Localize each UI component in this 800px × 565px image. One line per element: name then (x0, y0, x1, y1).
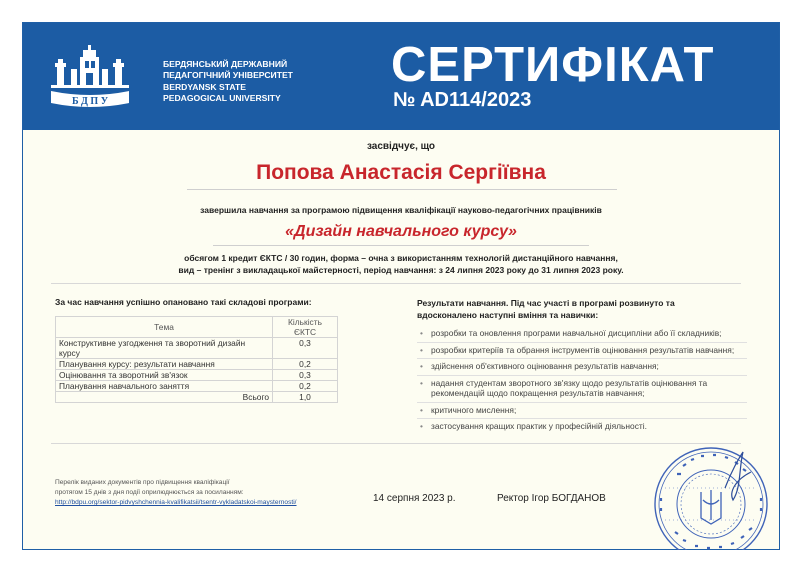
results-heading-line2: вдосконалено наступні вміння та навички: (417, 310, 599, 320)
university-logo (47, 45, 133, 111)
certificate-title: СЕРТИФІКАТ (391, 38, 715, 92)
university-name-ua-line2: ПЕДАГОГІЧНИЙ УНІВЕРСИТЕТ (163, 70, 293, 81)
table-row (56, 370, 338, 381)
university-name-en-line1: BERDYANSK STATE (163, 81, 246, 92)
topic-cell: Планування курсу: результати навчання (56, 359, 273, 370)
publication-note-line2: протягом 15 днів з дня події оприлюднюється за посиланням: (55, 489, 244, 496)
programs-table (55, 316, 338, 403)
column-credits-header-line1: Кількість (288, 317, 322, 327)
total-value: 1,0 (273, 392, 338, 403)
results-heading-line1: Результати навчання. Під час участі в програмі розвинуто та (417, 298, 675, 308)
course-underline (213, 245, 589, 246)
list-item: • критичного мислення; (417, 405, 747, 420)
list-item: • застосування кращих практик у професійній діяльності. (417, 421, 747, 435)
topic-cell: Оцінювання та зворотний зв'язок (56, 370, 273, 381)
list-item: • розробки та оновлення програми навчальної дисципліни або її складників; (417, 328, 747, 343)
programs-table-header (56, 317, 338, 338)
results-list (417, 328, 747, 437)
list-item: • розробки критеріїв та обрання інструментів оцінювання результатів навчання; (417, 345, 747, 360)
course-title: «Дизайн навчального курсу» (285, 223, 517, 240)
column-credits-header-line2: ЄКТС (293, 327, 317, 337)
topic-cell-line2: курсу (59, 348, 80, 358)
issue-date: 14 серпня 2023 р. (373, 493, 456, 504)
university-name-en-line2: PEDAGOGICAL UNIVERSITY (163, 92, 281, 103)
recipient-name: Попова Анастасія Сергіївна (256, 161, 546, 184)
footer-divider (51, 443, 741, 444)
credits-cell: 0,2 (273, 381, 338, 392)
certificate-number: № AD114/2023 (393, 89, 532, 111)
list-item: • надання студентам зворотного зв'язку щодо результатів оцінювання та рекомендацій щодо покращення результатів навчання; (417, 378, 747, 403)
logo-letters: Б Д П У (71, 96, 109, 107)
results-heading (417, 297, 757, 321)
table-total-row (56, 392, 338, 403)
credits-cell: 0,3 (273, 370, 338, 381)
total-label: Всього (56, 392, 273, 403)
topic-cell (56, 338, 273, 359)
section-divider (51, 283, 741, 284)
certificate-frame (22, 22, 780, 550)
official-seal (643, 428, 781, 550)
course-details-line1: обсягом 1 кредит ЄКТС / 30 годин, форма – очна з використанням технологій дистанційного навчання, (184, 253, 618, 263)
university-name-ua-line1: БЕРДЯНСЬКИЙ ДЕРЖАВНИЙ (163, 59, 288, 69)
university-name (163, 59, 293, 104)
column-credits-header (273, 317, 338, 338)
publication-note-line1: Перелік виданих документів про підвищення кваліфікації (55, 479, 230, 486)
publication-note (55, 478, 297, 508)
table-row (56, 381, 338, 392)
topic-cell: Планування навчального заняття (56, 381, 273, 392)
publication-link[interactable]: http://bdpu.org/sektor-pidvyshchennia-kvalifikatsii/tsentr-vykladatskoi-maysternosti/ (55, 499, 297, 506)
column-topic-header: Тема (56, 317, 273, 338)
course-details-line2: вид – тренінг з викладацької майстерності, період навчання: з 24 липня 2023 року до 31 липня 2023 року. (178, 265, 624, 275)
completed-text: завершила навчання за програмою підвищення кваліфікації науково-педагогічних працівників (200, 205, 602, 215)
credits-cell: 0,2 (273, 359, 338, 370)
topic-cell-line1: Конструктивне узгодження та зворотний дизайн (59, 338, 246, 348)
programs-heading: За час навчання успішно опановано такі складові програми: (55, 297, 312, 307)
course-details (23, 252, 779, 276)
list-item: • здійснення об'єктивного оцінювання результатів навчання; (417, 361, 747, 376)
table-row (56, 338, 338, 359)
name-underline (187, 189, 617, 190)
table-row (56, 359, 338, 370)
rector-signature-label: Ректор Ігор БОГДАНОВ (497, 493, 606, 504)
certifies-text: засвідчує, що (366, 141, 436, 152)
credits-cell: 0,3 (273, 338, 338, 359)
certificate-header (23, 23, 779, 130)
